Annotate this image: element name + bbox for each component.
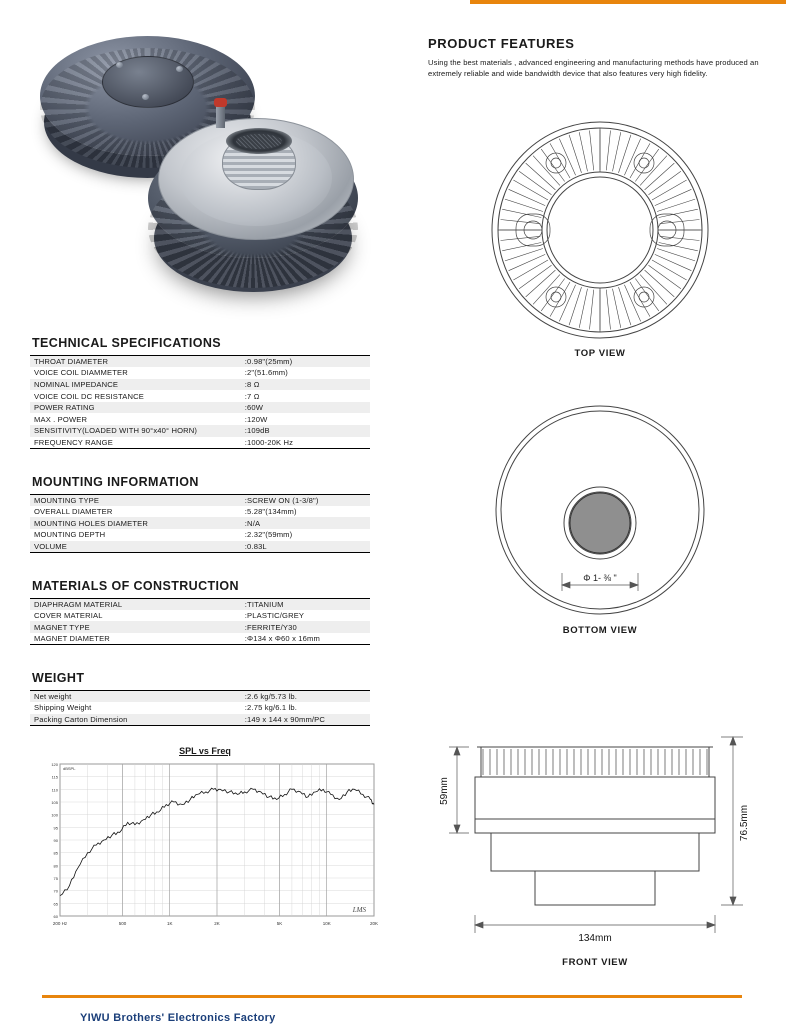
spec-key: POWER RATING <box>34 403 95 413</box>
svg-text:LMS: LMS <box>352 905 366 914</box>
bottom-view-svg <box>450 405 750 625</box>
spec-key: MAGNET TYPE <box>34 622 90 632</box>
spec-key: DIAPHRAGM MATERIAL <box>34 599 123 609</box>
front-view-dim-bottom: 134mm <box>578 933 612 944</box>
svg-text:500: 500 <box>118 920 127 926</box>
driver-screw-icon <box>142 94 149 100</box>
spl-vs-freq-chart <box>30 746 380 941</box>
svg-text:5K: 5K <box>276 920 283 926</box>
bottom-view-caption: BOTTOM VIEW <box>562 625 638 636</box>
spec-value: :FERRITE/Y30 <box>244 622 297 632</box>
spec-value: :2.32"(59mm) <box>244 530 293 540</box>
spec-key: Packing Carton Dimension <box>34 714 128 724</box>
section-materials-of-construction <box>30 579 400 645</box>
table-row <box>30 529 370 541</box>
svg-text:110: 110 <box>51 787 58 793</box>
svg-text:200 Hz: 200 Hz <box>52 920 68 926</box>
chart-plot <box>30 756 380 941</box>
table-row <box>30 425 370 437</box>
front-view-dim-left: 59mm <box>439 777 450 805</box>
front-view-svg <box>435 725 755 955</box>
table-row <box>30 633 370 645</box>
spec-value: :120W <box>244 414 268 424</box>
svg-text:2K: 2K <box>214 920 220 926</box>
spec-value: :109dB <box>244 426 270 436</box>
spec-value: :7 Ω <box>244 391 260 401</box>
top-view-svg <box>450 118 750 348</box>
driver-screw-icon <box>176 66 183 72</box>
spec-value: :2.75 kg/6.1 lb. <box>244 703 298 713</box>
chart-svg <box>30 756 380 941</box>
top-rule-mask <box>0 0 470 4</box>
table-row <box>30 402 370 414</box>
bottom-view-throat-label: Φ 1- ⅜ " <box>583 573 617 583</box>
spec-key: FREQUENCY RANGE <box>34 437 113 447</box>
front-view-drawing <box>430 725 760 968</box>
spec-value: :Φ134 x Φ60 x 16mm <box>244 634 320 644</box>
spec-value: :0.98"(25mm) <box>244 357 293 367</box>
spec-value: :PLASTIC/GREY <box>244 611 305 621</box>
table-row <box>30 390 370 402</box>
svg-text:115: 115 <box>51 774 58 780</box>
right-column <box>428 36 758 79</box>
spec-table <box>30 355 370 449</box>
product-photo <box>30 18 380 308</box>
product-features-title: PRODUCT FEATURES <box>428 36 575 51</box>
top-view-caption: TOP VIEW <box>574 348 626 359</box>
table-row <box>30 367 370 379</box>
spec-key: MAX . POWER <box>34 414 88 424</box>
spec-value: :5.28"(134mm) <box>244 507 297 517</box>
table-row <box>30 413 370 425</box>
svg-text:105: 105 <box>51 799 58 805</box>
front-view-caption: FRONT VIEW <box>562 957 628 968</box>
spec-key: MOUNTING HOLES DIAMETER <box>34 518 148 528</box>
svg-text:95: 95 <box>53 825 58 831</box>
spec-value: :1000-20K Hz <box>244 437 294 447</box>
driver-screw-icon <box>116 62 123 68</box>
spec-value: :2.6 kg/5.73 lb. <box>244 692 298 702</box>
section-title: MATERIALS OF CONSTRUCTION <box>32 578 239 593</box>
spec-key: MAGNET DIAMETER <box>34 634 110 644</box>
spec-table <box>30 494 370 553</box>
driver-terminal-red <box>214 98 227 107</box>
spec-key: OVERALL DIAMETER <box>34 507 113 517</box>
svg-text:dBSPL: dBSPL <box>63 765 76 771</box>
table-row <box>30 517 370 529</box>
svg-text:85: 85 <box>53 850 58 856</box>
bottom-view-drawing <box>440 405 760 636</box>
spec-value: :0.83L <box>244 541 267 551</box>
spec-value: :2"(51.6mm) <box>244 368 288 378</box>
table-row <box>30 356 370 368</box>
chart-title: SPL vs Freq <box>179 745 231 756</box>
front-view-dim-right: 76.5mm <box>739 804 750 842</box>
section-title: WEIGHT <box>32 671 85 686</box>
table-row <box>30 714 370 726</box>
svg-text:60: 60 <box>53 913 58 919</box>
table-row <box>30 702 370 714</box>
spec-key: VOICE COIL DIAMMETER <box>34 368 128 378</box>
table-row <box>30 541 370 553</box>
table-row <box>30 598 370 610</box>
spec-table <box>30 598 370 645</box>
svg-text:65: 65 <box>53 901 58 907</box>
table-row <box>30 379 370 391</box>
svg-text:20K: 20K <box>369 920 379 926</box>
driver-throat-mesh <box>236 134 282 149</box>
section-weight <box>30 671 400 726</box>
spec-key: VOLUME <box>34 541 67 551</box>
spec-key: THROAT DIAMETER <box>34 357 109 367</box>
table-row <box>30 691 370 703</box>
svg-text:75: 75 <box>53 875 58 881</box>
section-technical-specifications <box>30 336 400 449</box>
svg-text:90: 90 <box>53 837 58 843</box>
left-column <box>30 18 400 941</box>
spec-value: :149 x 144 x 90mm/PC <box>244 714 326 724</box>
top-view-drawing <box>440 118 760 359</box>
spec-key: Shipping Weight <box>34 703 92 713</box>
svg-text:120: 120 <box>51 761 58 767</box>
spec-key: COVER MATERIAL <box>34 611 103 621</box>
spec-value: :8 Ω <box>244 379 260 389</box>
spec-value: :N/A <box>244 518 261 528</box>
spec-key: SENSITIVITY(LOADED WITH 90°x40° HORN) <box>34 426 198 436</box>
table-row <box>30 494 370 506</box>
spec-value: :SCREW ON (1-3/8") <box>244 495 319 505</box>
section-title: MOUNTING INFORMATION <box>32 474 199 489</box>
spec-value: :TITANIUM <box>244 599 284 609</box>
spec-value: :60W <box>244 403 264 413</box>
spec-key: Net weight <box>34 692 72 702</box>
table-row <box>30 506 370 518</box>
svg-text:100: 100 <box>51 812 58 818</box>
spec-key: NOMINAL IMPEDANCE <box>34 379 119 389</box>
footer-company-name: YIWU Brothers' Electronics Factory <box>80 1012 276 1024</box>
table-row <box>30 610 370 622</box>
table-row <box>30 621 370 633</box>
svg-text:80: 80 <box>53 863 58 869</box>
svg-text:10K: 10K <box>322 920 331 926</box>
product-features-body: Using the best materials , advanced engineering and manufacturing methods have produced an extremely reliable and wide bandwidth device that also features very high fidelity. <box>428 58 759 78</box>
table-row <box>30 437 370 449</box>
section-title: TECHNICAL SPECIFICATIONS <box>32 336 222 350</box>
bottom-accent-rule <box>42 995 742 998</box>
spec-key: VOICE COIL DC RESISTANCE <box>34 391 144 401</box>
spec-key: MOUNTING DEPTH <box>34 530 106 540</box>
svg-text:70: 70 <box>53 888 58 894</box>
spec-table <box>30 690 370 726</box>
spec-key: MOUNTING TYPE <box>34 495 100 505</box>
section-mounting-information <box>30 475 400 553</box>
svg-text:1K: 1K <box>166 920 173 926</box>
